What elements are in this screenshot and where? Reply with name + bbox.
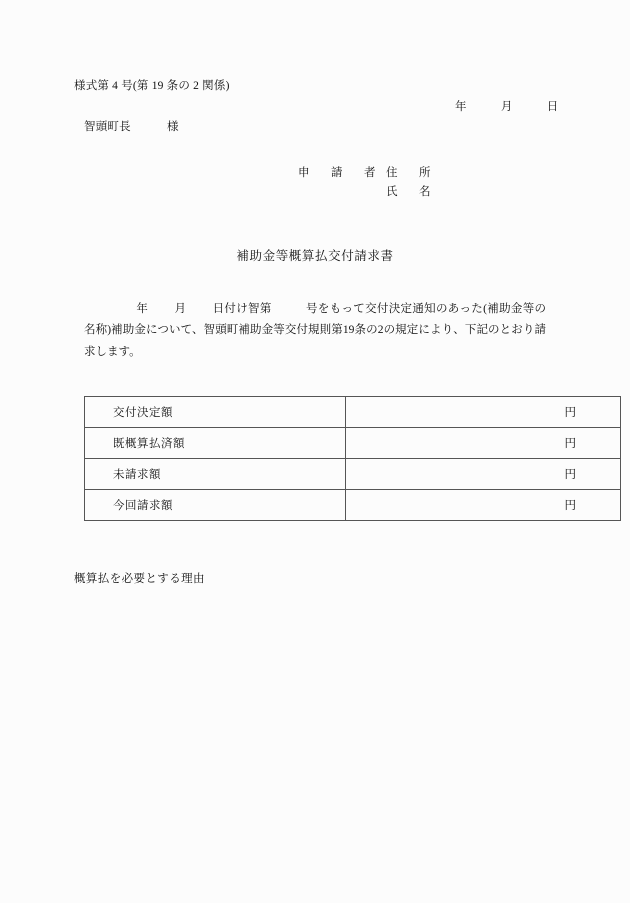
page-title: 補助金等概算払交付請求書 [236,249,394,263]
date-year-label: 年 [455,101,467,113]
body-line1-tail: 号をもって交付決定通知のあった(補助金等の名称) [84,303,547,337]
body-line2: 補助金について、智頭町補助金等交付規則第19条の2の規定により、下記のとおり請求し [84,324,546,358]
body-month-label: 月 [174,303,187,315]
table-row [85,397,621,428]
addressee-name: 智頭町長 [84,121,131,133]
amount-value-current-claim[interactable]: 円 [346,490,621,521]
applicant-block [298,164,436,202]
amount-label-already-paid: 既概算払済額 [85,428,346,459]
applicant-address-label: 住 所 [386,167,436,179]
date-day-label: 日 [546,101,559,113]
reason-label: 概算払を必要とする理由 [74,573,205,585]
applicant-address-row [298,164,436,183]
applicant-label: 申 請 者 [298,167,381,179]
date-line [455,100,558,116]
addressee-honorific: 様 [166,121,179,133]
body-line3: ます。 [107,345,141,358]
date-month-label: 月 [500,101,513,113]
table-row [85,459,621,490]
amount-label-grant-decision: 交付決定額 [85,397,346,428]
addressee [84,120,179,136]
applicant-name-row [298,183,436,202]
amount-label-unclaimed: 未請求額 [85,459,346,490]
form-number: 様式第 4 号(第 19 条の 2 関係) [74,80,230,92]
body-year-label: 年 [136,303,149,315]
table-row [85,490,621,521]
amounts-table [84,396,621,521]
body-date-rest: 日付け智第 [212,303,272,315]
amount-label-current-claim: 今回請求額 [85,490,346,521]
body-paragraph [84,299,546,363]
amount-value-grant-decision[interactable]: 円 [346,397,621,428]
amounts-table-body [85,397,621,521]
amount-value-already-paid[interactable]: 円 [346,428,621,459]
table-row [85,428,621,459]
applicant-name-label: 氏 名 [386,185,436,198]
amount-value-unclaimed[interactable]: 円 [346,459,621,490]
